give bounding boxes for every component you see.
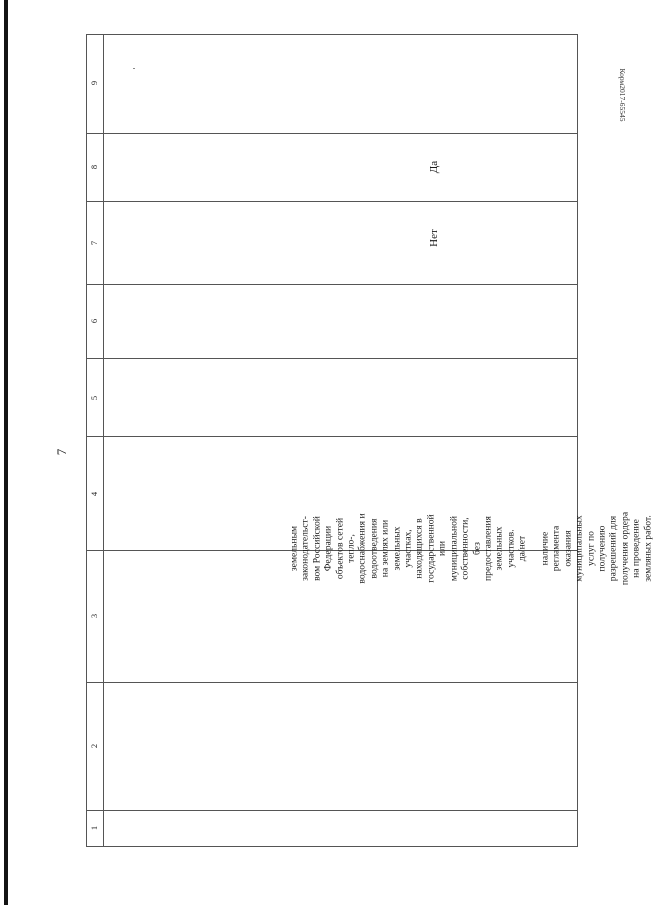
column-number-2: 2 (89, 743, 99, 749)
header-divider (103, 34, 104, 847)
column4-line: участков. (505, 529, 517, 568)
column4-line: законодательст- (299, 516, 311, 581)
column4-line: регламента (550, 525, 562, 572)
column4-line: да/нет (516, 535, 528, 562)
column-number-3: 3 (89, 613, 99, 619)
column4-line: Федерации (322, 525, 334, 572)
column4-line: предоставления (482, 516, 494, 581)
column4-line: объектов сетей (334, 517, 346, 580)
column-boundary (86, 201, 578, 202)
column4-line: земельным (288, 525, 300, 572)
column4-line: разрешений для (607, 515, 619, 582)
column4-line: оказания (562, 530, 574, 567)
column4-line: водоотведения (368, 518, 380, 579)
document-code: Корм2017-65545 (618, 68, 627, 122)
column4-line: без (471, 542, 482, 555)
column4-line: или (436, 540, 448, 557)
column4-line (528, 301, 539, 797)
table-border-bottom (86, 846, 578, 847)
table-border-left (86, 34, 87, 847)
column-boundary (86, 133, 578, 134)
column4-line: тепло-, (345, 534, 357, 563)
binding-edge (4, 0, 8, 905)
column-number-4: 4 (89, 491, 99, 497)
column4-line: находящихся в (413, 518, 425, 579)
column7-value: Нет (428, 229, 440, 247)
table-border-top (86, 34, 578, 35)
column4-text (288, 301, 653, 797)
column4-line: собственности, (459, 517, 471, 580)
column4-line: на землях или (379, 519, 391, 578)
column4-line: земляных работ. (642, 515, 653, 582)
column8-value: Да (428, 160, 440, 174)
column-number-1: 1 (89, 825, 99, 831)
column-number-5: 5 (89, 395, 99, 401)
column4-line: земельных (493, 526, 505, 571)
column4-line: получения ордера (619, 511, 631, 586)
column-number-7: 7 (89, 240, 99, 246)
column4-line: на проведение (630, 519, 642, 578)
page-number: 7 (54, 448, 69, 456)
column-boundary (86, 284, 578, 285)
column-number-6: 6 (89, 318, 99, 324)
column4-line: земельных (391, 526, 403, 571)
column4-line: государственной (425, 514, 437, 583)
column4-line: муниципальных (573, 515, 585, 582)
column4-line: услуг по (585, 531, 597, 566)
column4-line: участках, (402, 529, 414, 568)
column-boundary (86, 810, 578, 811)
scan-speck (133, 68, 135, 69)
column-number-9: 9 (89, 80, 99, 86)
column-number-8: 8 (89, 164, 99, 170)
column4-line: муниципальной (448, 515, 460, 582)
column4-line: получению (596, 525, 608, 572)
column4-line: вом Российской (311, 516, 323, 581)
column4-line: наличие (539, 531, 551, 566)
column4-line: водоснабжения и (356, 513, 368, 584)
